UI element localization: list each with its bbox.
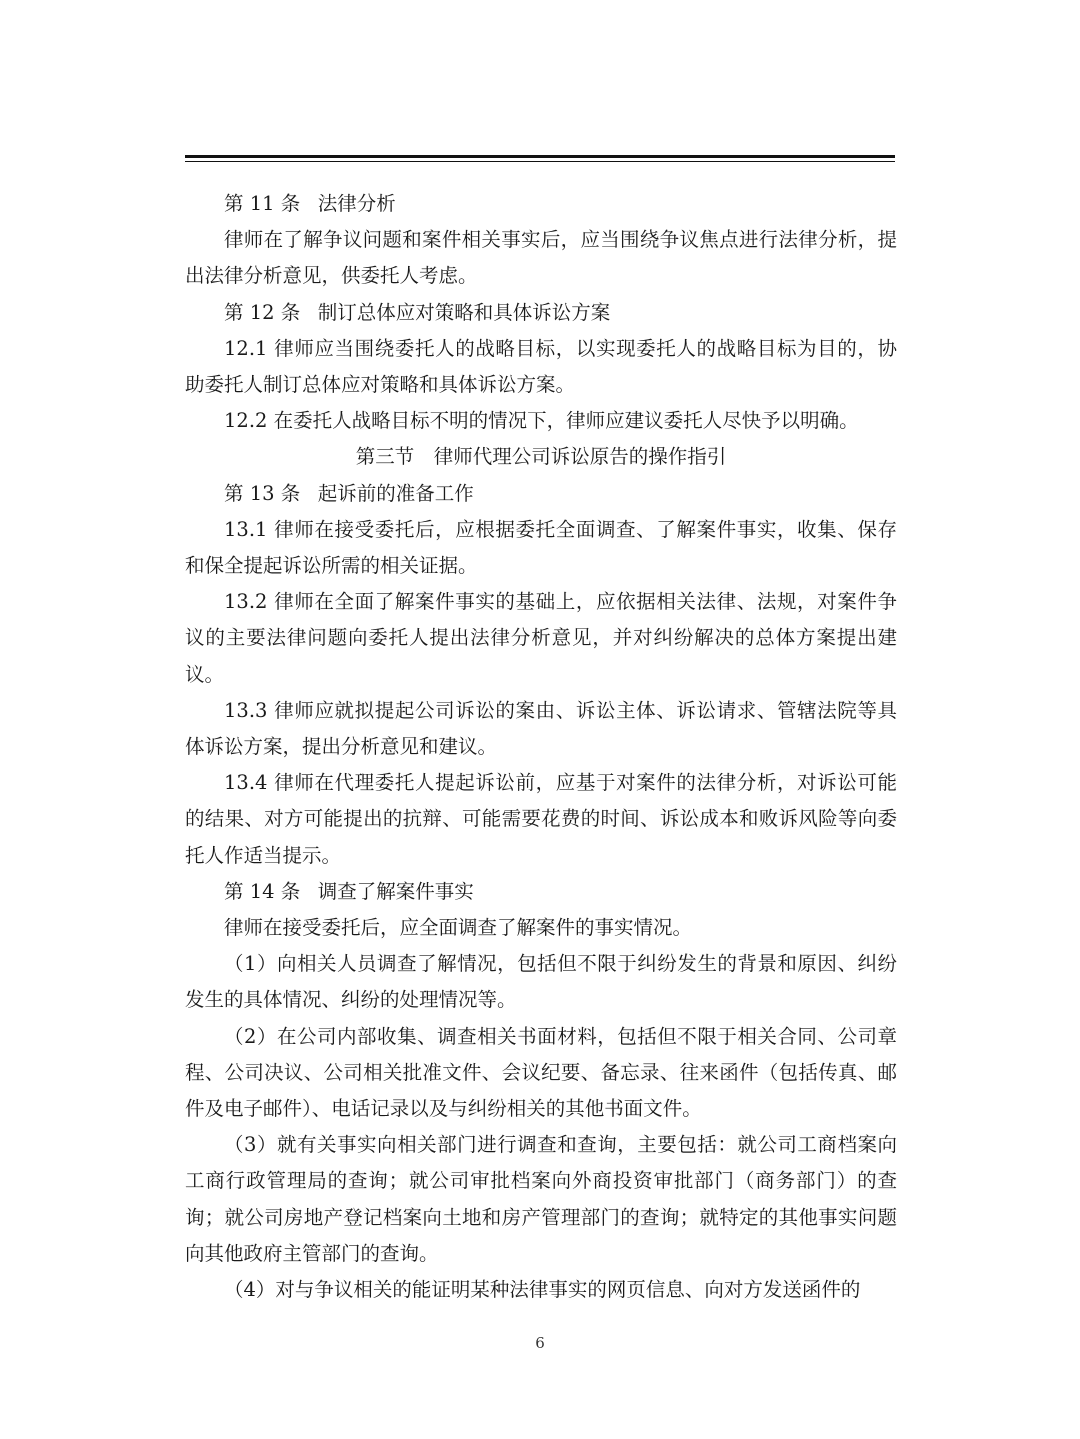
header-rule-thick — [185, 155, 895, 158]
paragraph: 13.3 律师应就拟提起公司诉讼的案由、诉讼主体、诉讼请求、管辖法院等具体诉讼方案，提出分析意见和建议。 — [185, 698, 897, 759]
paragraph: 13.2 律师在全面了解案件事实的基础上，应依据相关法律、法规，对案件争议的主要法律问题向委托人提出法律分析意见，并对纠纷解决的总体方案提出建议。 — [185, 590, 897, 686]
paragraph: 12.1 律师应当围绕委托人的战略目标，以实现委托人的战略目标为目的，协助委托人制订总体应对策略和具体诉讼方案。 — [185, 336, 897, 397]
paragraph: 律师在接受委托后，应全面调查了解案件的事实情况。 — [224, 916, 693, 940]
paragraph: （4）对与争议相关的能证明某种法律事实的网页信息、向对方发送函件的 — [224, 1278, 861, 1302]
header-rule-thin — [185, 161, 895, 162]
article-heading: 第 12 条 制订总体应对策略和具体诉讼方案 — [224, 300, 611, 324]
section-heading: 第三节 律师代理公司诉讼原告的操作指引 — [355, 445, 727, 469]
article-heading: 第 13 条 起诉前的准备工作 — [224, 481, 474, 505]
page-number: 6 — [535, 1334, 545, 1352]
paragraph: （2）在公司内部收集、调查相关书面材料，包括但不限于相关合同、公司章程、公司决议、公司相关批准文件、会议纪要、备忘录、往来函件（包括传真、邮件及电子邮件）、电话记录以及与纠纷相关的其他书面文件。 — [185, 1024, 897, 1121]
paragraph: 13.4 律师在代理委托人提起诉讼前，应基于对案件的法律分析，对诉讼可能的结果、对方可能提出的抗辩、可能需要花费的时间、诉讼成本和败诉风险等向委托人作适当提示。 — [185, 771, 897, 867]
paragraph: 13.1 律师在接受委托后，应根据委托全面调查、了解案件事实，收集、保存和保全提起诉讼所需的相关证据。 — [185, 517, 897, 578]
document-body — [185, 186, 897, 1308]
paragraph: （3）就有关事实向相关部门进行调查和查询，主要包括：就公司工商档案向工商行政管理局的查询；就公司审批档案向外商投资审批部门（商务部门）的查询；就公司房地产登记档案向土地和房产管理部门的查询；就特定的其他事实问题向其他政府主管部门的查询。 — [185, 1133, 897, 1265]
article-heading: 第 11 条 法律分析 — [224, 192, 396, 215]
paragraph: 律师在了解争议问题和案件相关事实后，应当围绕争议焦点进行法律分析，提出法律分析意见，供委托人考虑。 — [185, 228, 897, 288]
paragraph: （1）向相关人员调查了解情况，包括但不限于纠纷发生的背景和原因、纠纷发生的具体情况、纠纷的处理情况等。 — [185, 952, 897, 1012]
paragraph: 12.2 在委托人战略目标不明的情况下，律师应建议委托人尽快予以明确。 — [224, 409, 859, 433]
article-heading: 第 14 条 调查了解案件事实 — [224, 879, 474, 903]
